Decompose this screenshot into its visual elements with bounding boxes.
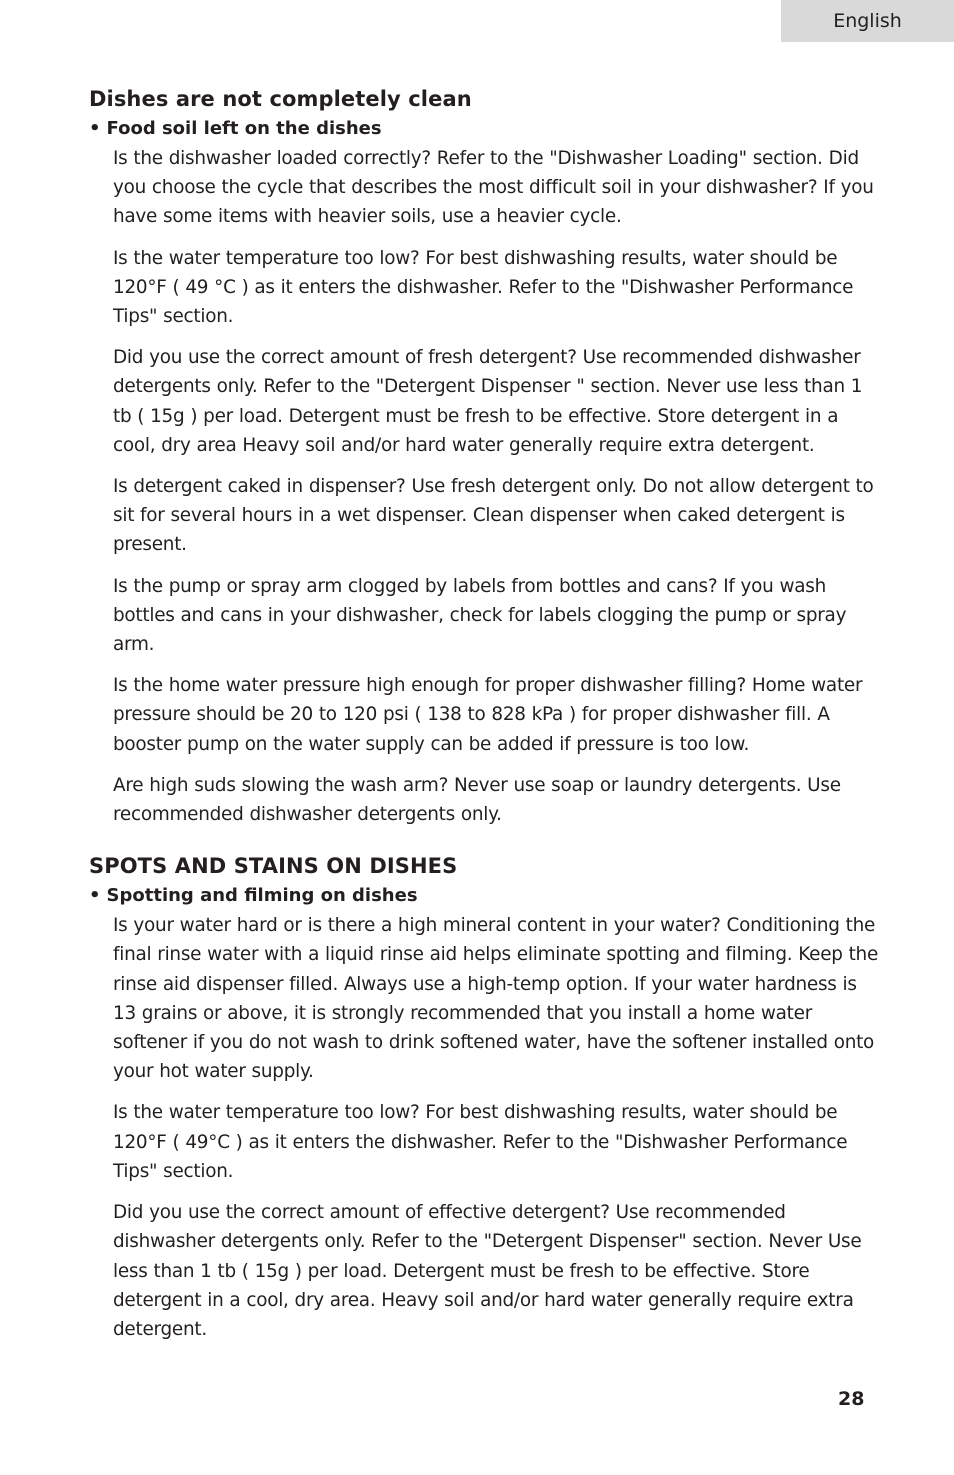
bullet-icon: • bbox=[89, 118, 101, 139]
subheading-label: Food soil left on the dishes bbox=[106, 118, 382, 139]
troubleshooting-paragraph: Is the pump or spray arm clogged by labels from bottles and cans? If you wash bottles and cans in your dishwasher, check for labels clogging the pump or spray arm. bbox=[113, 575, 847, 656]
troubleshooting-paragraph: Did you use the correct amount of fresh detergent? Use recommended dishwasher detergents only. Refer to the "Detergent Dispenser " section. Never use less than 1 tb ( 15g ) per load. Detergent must be fresh to be effective. Store detergent in a cool, dry area Heavy soil and/or hard water generally require extra detergent. bbox=[113, 347, 863, 456]
troubleshooting-paragraph: Is the dishwasher loaded correctly? Refer to the "Dishwasher Loading" section. Did you choose the cycle that describes the most difficult soil in your dishwasher? If you have some items with heavier soils, use a heavier cycle. bbox=[113, 148, 874, 228]
troubleshooting-paragraph: Did you use the correct amount of effective detergent? Use recommended dishwasher detergents only. Refer to the "Detergent Dispenser" section. Never Use less than 1 tb ( 15g ) per load. Detergent must be fresh to be effective. Store detergent in a cool, dry area. Heavy soil and/or hard water generally require extra detergent. bbox=[113, 1202, 862, 1340]
troubleshooting-paragraph: Is the water temperature too low? For best dishwashing results, water should be 120°F ( 49 °C ) as it enters the dishwasher. Refer to the "Dishwasher Performance Tips" section. bbox=[113, 247, 854, 328]
troubleshooting-paragraph: Is your water hard or is there a high mineral content in your water? Conditioning the final rinse water with a liquid rinse aid helps eliminate spotting and filming. Keep the rinse aid dispenser filled. Always use a high-temp option. If your water hardness is 13 grains or above, it is strongly recommended that you install a home water softener if you do not wash to drink softened water, have the softener installed onto your hot water supply. bbox=[113, 915, 879, 1083]
section-heading: Dishes are not completely clean bbox=[89, 87, 472, 111]
problem-subheading bbox=[89, 114, 879, 144]
problem-subheading bbox=[89, 881, 879, 911]
bullet-icon: • bbox=[89, 885, 101, 907]
troubleshooting-paragraph: Is the home water pressure high enough for proper dishwasher filling? Home water pressure should be 20 to 120 psi ( 138 to 828 kPa ) for proper dishwasher fill. A booster pump on the water supply can be added if pressure is too low. bbox=[113, 675, 863, 755]
section-spots-and-stains bbox=[89, 851, 879, 1344]
language-tab: English bbox=[781, 0, 954, 42]
subheading-label: Spotting and filming on dishes bbox=[106, 885, 418, 907]
page-content bbox=[89, 84, 879, 1356]
troubleshooting-paragraph: Is the water temperature too low? For best dishwashing results, water should be 120°F ( 49°C ) as it enters the dishwasher. Refer to the "Dishwasher Performance Tips" section. bbox=[113, 1102, 848, 1182]
troubleshooting-paragraph: Is detergent caked in dispenser? Use fresh detergent only. Do not allow detergent to sit for several hours in a wet dispenser. Clean dispenser when caked detergent is present. bbox=[113, 476, 874, 556]
section-heading: SPOTS AND STAINS ON DISHES bbox=[89, 854, 458, 879]
section-dishes-not-clean bbox=[89, 84, 879, 829]
troubleshooting-paragraph: Are high suds slowing the wash arm? Never use soap or laundry detergents. Use recommended dishwasher detergents only. bbox=[113, 774, 841, 826]
page-number: 28 bbox=[838, 1388, 865, 1410]
